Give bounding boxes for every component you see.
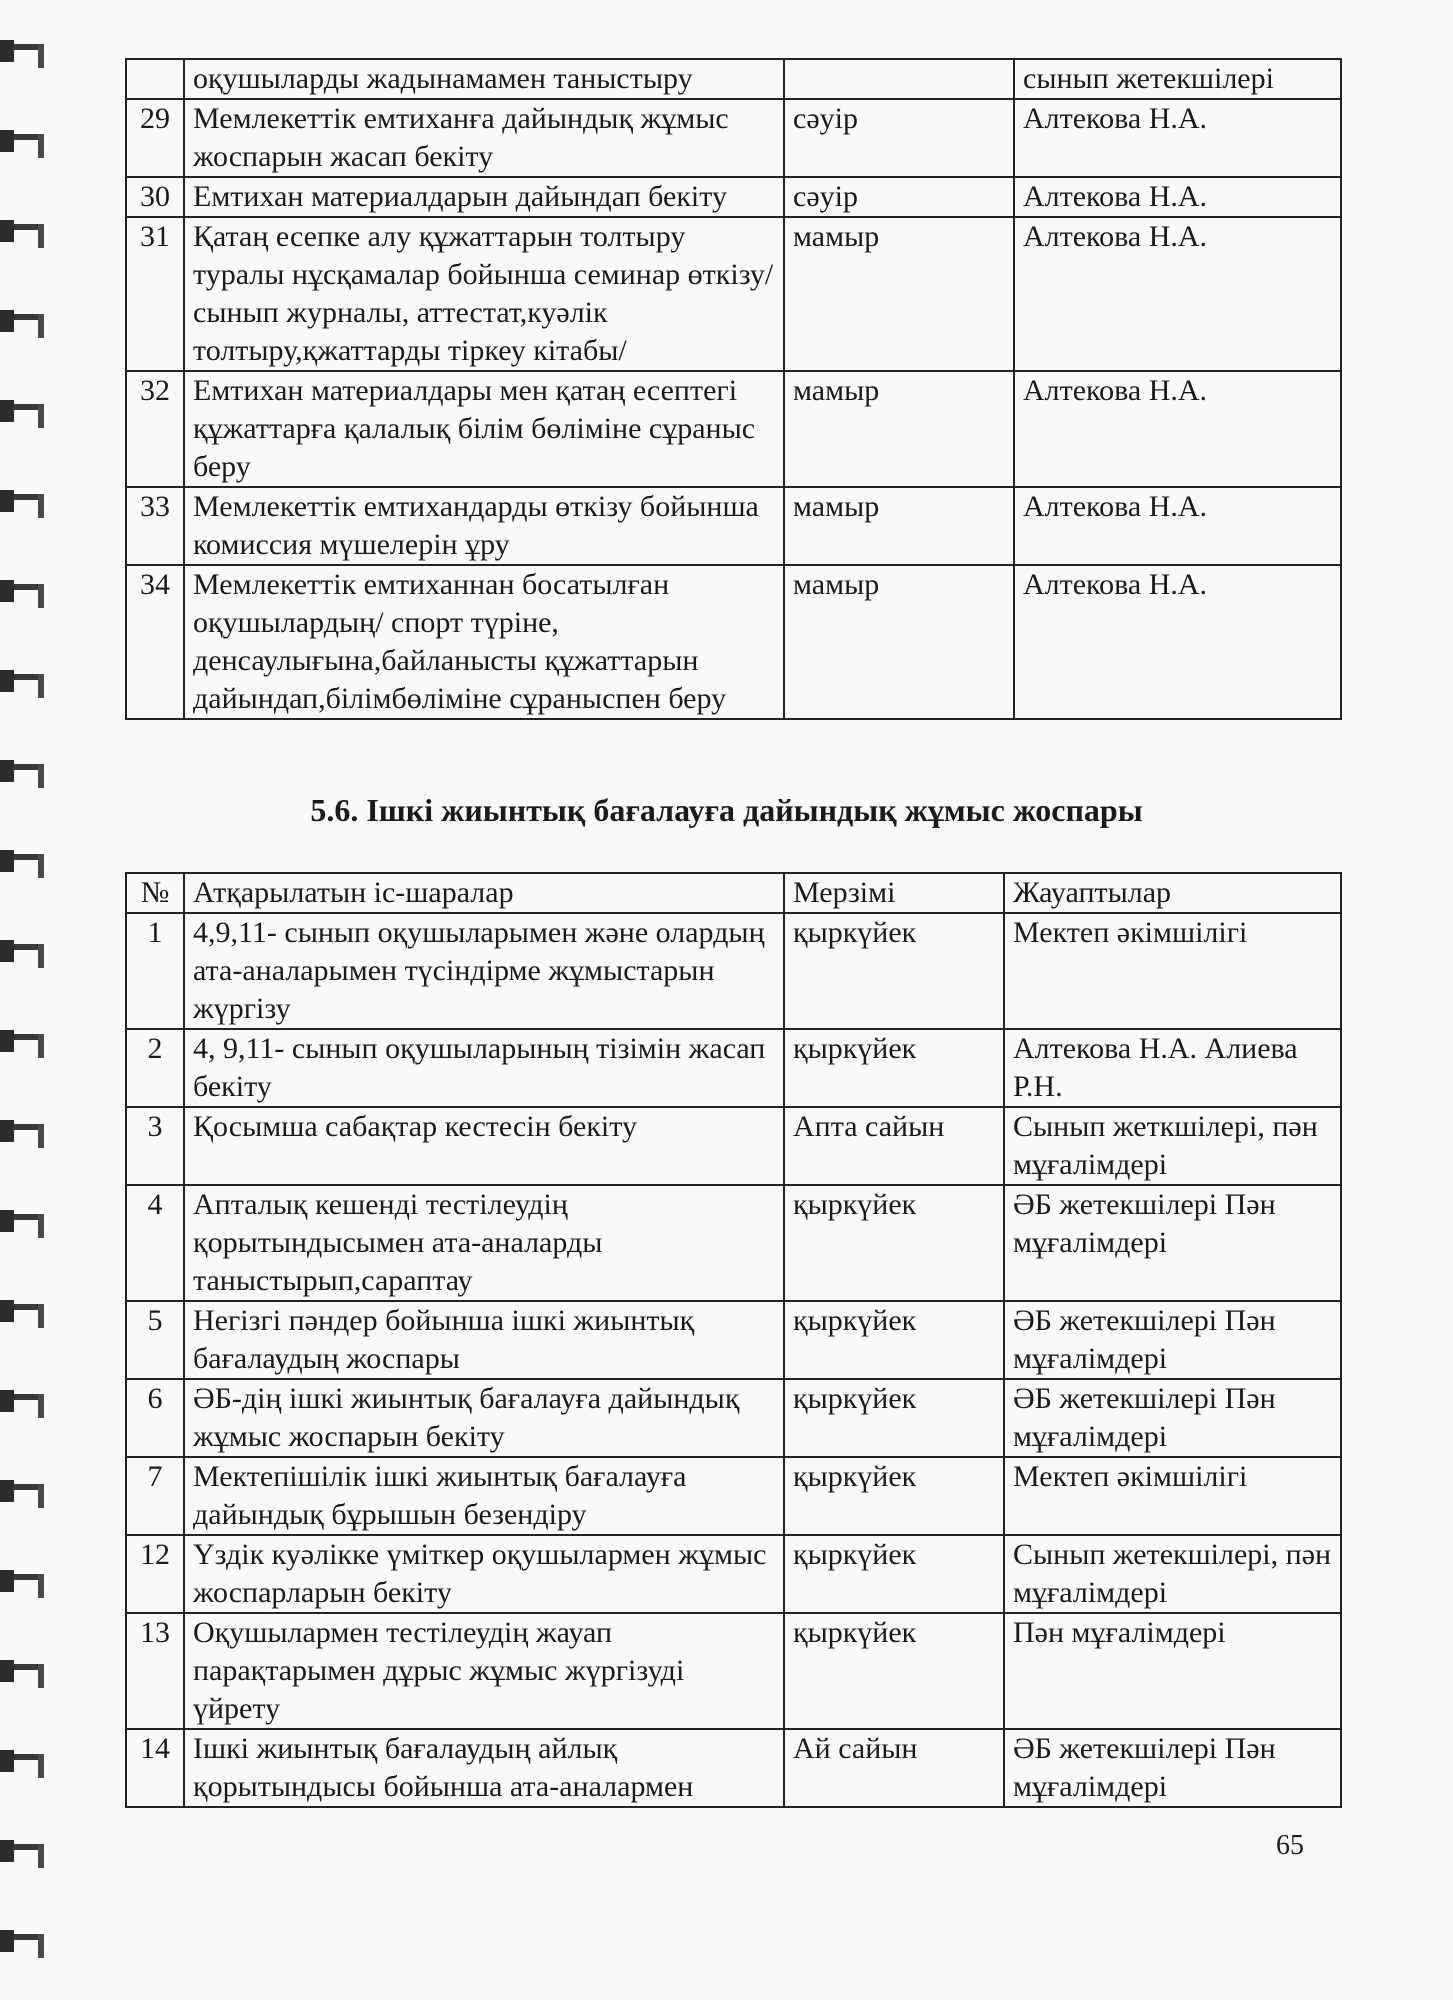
binding-ring [0, 1030, 44, 1052]
table-row [126, 1535, 1341, 1613]
spiral-binding [0, 0, 60, 2000]
row-activity: Мектепішілік ішкі жиынтық бағалауға дайындық бұрышын безендіру [184, 1457, 784, 1535]
row-number: 4 [126, 1185, 184, 1301]
binding-ring [0, 1120, 44, 1142]
row-activity: ӘБ-дің ішкі жиынтық бағалауға дайындық жұмыс жоспарын бекіту [184, 1379, 784, 1457]
table-row [126, 1379, 1341, 1457]
binding-ring [0, 310, 44, 332]
binding-ring [0, 220, 44, 242]
row-responsible: ӘБ жетекшілері Пән мұғалімдері [1004, 1379, 1341, 1457]
row-responsible: Алтекова Н.А. [1014, 177, 1341, 217]
row-number: 2 [126, 1029, 184, 1107]
table-row [126, 1301, 1341, 1379]
row-activity: Емтихан материалдары мен қатаң есептегі құжаттарға қалалық білім бөліміне сұраныс беру [184, 371, 784, 487]
row-term: мамыр [784, 371, 1014, 487]
row-responsible: Алтекова Н.А. [1014, 217, 1341, 371]
row-activity: Мемлекеттік емтихандарды өткізу бойынша комиссия мүшелерін ұру [184, 487, 784, 565]
table-row [126, 1613, 1341, 1729]
row-term: Ай сайын [784, 1729, 1004, 1807]
row-number: 12 [126, 1535, 184, 1613]
binding-ring [0, 490, 44, 512]
row-term: қыркүйек [784, 1185, 1004, 1301]
table-row [126, 1107, 1341, 1185]
binding-ring [0, 940, 44, 962]
row-activity: оқушыларды жадынамамен таныстыру [184, 59, 784, 99]
binding-ring [0, 760, 44, 782]
row-activity: Емтихан материалдарын дайындап бекіту [184, 177, 784, 217]
row-responsible: ӘБ жетекшілері Пән мұғалімдері [1004, 1301, 1341, 1379]
table-row [126, 565, 1341, 719]
row-activity: Үздік куәлікке үміткер оқушылармен жұмыс жоспарларын бекіту [184, 1535, 784, 1613]
binding-ring [0, 580, 44, 602]
row-term: сәуір [784, 99, 1014, 177]
table-header-row [126, 873, 1341, 913]
table-row [126, 177, 1341, 217]
row-responsible: Мектеп әкімшілігі [1004, 913, 1341, 1029]
row-activity: Мемлекеттік емтиханға дайындық жұмыс жоспарын жасап бекіту [184, 99, 784, 177]
row-number: 34 [126, 565, 184, 719]
row-activity: Оқушылармен тестілеудің жауап парақтарымен дұрыс жұмыс жүргізуді үйрету [184, 1613, 784, 1729]
table-row [126, 913, 1341, 1029]
table-row [126, 371, 1341, 487]
row-number: 13 [126, 1613, 184, 1729]
row-responsible: ӘБ жетекшілері Пән мұғалімдері [1004, 1729, 1341, 1807]
table-row [126, 1457, 1341, 1535]
row-term: сәуір [784, 177, 1014, 217]
column-header-activity: Атқарылатын іс-шаралар [184, 873, 784, 913]
binding-ring [0, 1480, 44, 1502]
row-term: мамыр [784, 487, 1014, 565]
page-number: 65 [1276, 1830, 1304, 1861]
row-term: қыркүйек [784, 913, 1004, 1029]
binding-ring [0, 1930, 44, 1952]
row-number: 29 [126, 99, 184, 177]
row-term: қыркүйек [784, 1379, 1004, 1457]
column-header-number: № [126, 873, 184, 913]
row-responsible: Мектеп әкімшілігі [1004, 1457, 1341, 1535]
column-header-term: Мерзімі [784, 873, 1004, 913]
binding-ring [0, 1210, 44, 1232]
row-responsible: Алтекова Н.А. Алиева Р.Н. [1004, 1029, 1341, 1107]
table-row [126, 487, 1341, 565]
row-activity: Ішкі жиынтық бағалаудың айлық қорытындысы бойынша ата-аналармен [184, 1729, 784, 1807]
row-term: қыркүйек [784, 1301, 1004, 1379]
row-term: қыркүйек [784, 1613, 1004, 1729]
row-responsible: Сынып жетекшілері, пән мұғалімдері [1004, 1535, 1341, 1613]
row-activity: 4, 9,11- сынып оқушыларының тізімін жасап бекіту [184, 1029, 784, 1107]
row-activity: Қатаң есепке алу құжаттарын толтыру туралы нұсқамалар бойынша семинар өткізу/сынып журналы, аттестат,куәлік толтыру,қжаттарды тіркеу кітабы/ [184, 217, 784, 371]
row-activity: Негізгі пәндер бойынша ішкі жиынтық бағалаудың жоспары [184, 1301, 784, 1379]
row-term: мамыр [784, 565, 1014, 719]
binding-ring [0, 40, 44, 62]
row-responsible: Алтекова Н.А. [1014, 99, 1341, 177]
row-term: қыркүйек [784, 1457, 1004, 1535]
row-term [784, 59, 1014, 99]
section-heading: 5.6. Ішкі жиынтық бағалауға дайындық жұмыс жоспары [310, 792, 1143, 828]
table-row [126, 1729, 1341, 1807]
row-responsible: Алтекова Н.А. [1014, 371, 1341, 487]
row-term: қыркүйек [784, 1029, 1004, 1107]
row-term: Апта сайын [784, 1107, 1004, 1185]
row-responsible: Алтекова Н.А. [1014, 487, 1341, 565]
row-number: 31 [126, 217, 184, 371]
binding-ring [0, 1660, 44, 1682]
row-number: 30 [126, 177, 184, 217]
row-term: қыркүйек [784, 1535, 1004, 1613]
table-row [126, 1029, 1341, 1107]
table-row [126, 1185, 1341, 1301]
exam-plan-table [125, 58, 1342, 720]
row-number: 7 [126, 1457, 184, 1535]
binding-ring [0, 1300, 44, 1322]
binding-ring [0, 1840, 44, 1862]
binding-ring [0, 1570, 44, 1592]
row-term: мамыр [784, 217, 1014, 371]
row-activity: Қосымша сабақтар кестесін бекіту [184, 1107, 784, 1185]
row-activity: 4,9,11- сынып оқушыларымен және олардың ата-аналарымен түсіндірме жұмыстарын жүргізу [184, 913, 784, 1029]
table-row [126, 59, 1341, 99]
row-number: 32 [126, 371, 184, 487]
row-number: 5 [126, 1301, 184, 1379]
row-number: 14 [126, 1729, 184, 1807]
row-responsible: Сынып жеткшілері, пән мұғалімдері [1004, 1107, 1341, 1185]
binding-ring [0, 130, 44, 152]
row-responsible: ӘБ жетекшілері Пән мұғалімдері [1004, 1185, 1341, 1301]
row-activity: Апталық кешенді тестілеудің қорытындысымен ата-аналарды таныстырып,сараптау [184, 1185, 784, 1301]
row-number: 6 [126, 1379, 184, 1457]
row-activity: Мемлекеттік емтиханнан босатылған оқушылардың/ спорт түріне, денсаулығына,байланысты құжаттарын дайындап,білімбөліміне сұраныспен беру [184, 565, 784, 719]
column-header-responsible: Жауаптылар [1004, 873, 1341, 913]
binding-ring [0, 1390, 44, 1412]
binding-ring [0, 400, 44, 422]
row-number: 3 [126, 1107, 184, 1185]
table-row [126, 99, 1341, 177]
row-number: 1 [126, 913, 184, 1029]
row-responsible: Пән мұғалімдері [1004, 1613, 1341, 1729]
binding-ring [0, 670, 44, 692]
row-responsible: сынып жетекшілері [1014, 59, 1341, 99]
binding-ring [0, 850, 44, 872]
row-responsible: Алтекова Н.А. [1014, 565, 1341, 719]
row-number: 33 [126, 487, 184, 565]
table-row [126, 217, 1341, 371]
row-number [126, 59, 184, 99]
binding-ring [0, 1750, 44, 1772]
assessment-plan-table [125, 872, 1342, 1808]
